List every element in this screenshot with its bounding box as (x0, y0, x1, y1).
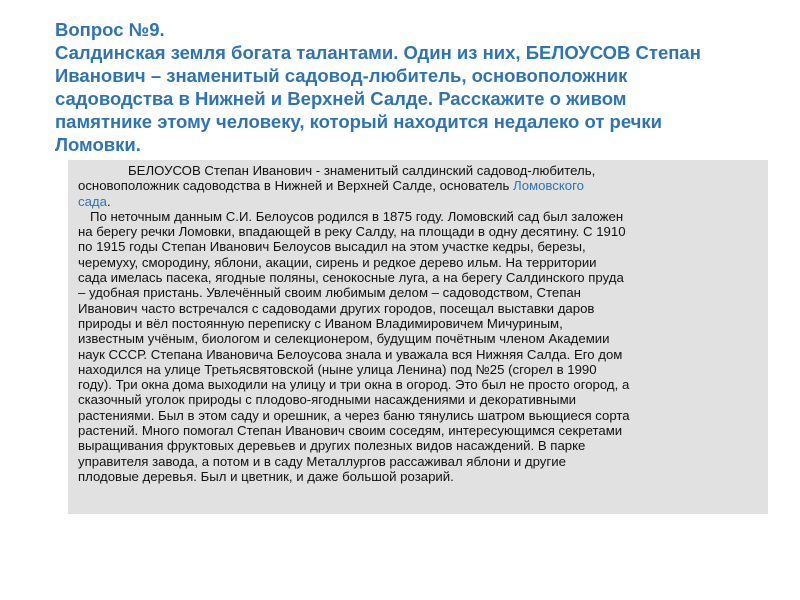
answer-line: растениями. Был в этом саду и орешник, а через баню тянулись шатром вьющиеся сорта (78, 407, 630, 423)
answer-line (78, 194, 778, 209)
answer-line: природы и вёл постоянную переписку с Иваном Владимировичем Мичуриным, (78, 315, 563, 331)
answer-line-text: БЕЛОУСОВ Степан Иванович - знаменитый салдинский садовод-любитель, (128, 163, 596, 178)
answer-line: на берегу речки Ломовки, впадающей в реку Салду, на площади в одну десятину. С 1910 (78, 224, 626, 240)
answer-line (78, 178, 778, 193)
garden-link: сада (78, 193, 107, 209)
answer-text (78, 163, 778, 484)
title-line: Вопрос №9. (55, 19, 165, 40)
answer-line: растений. Много помогал Степан Иванович своим соседям, интересующимся секретами (78, 423, 623, 439)
answer-line (78, 163, 778, 178)
question-title (55, 18, 775, 156)
answer-line: известным учёным, биологом и селекционером, будущим почётным членом Академии (78, 331, 610, 347)
answer-line-text: . (106, 193, 111, 209)
answer-line: по 1915 годы Степан Иванович Белоусов высадил на этом участке кедры, березы, (78, 239, 586, 255)
answer-line: сказочный уголок природы с плодово-ягодными насаждениями и декоративными (78, 392, 577, 408)
answer-line: – удобная пристань. Увлечённый своим любимым делом – садоводством, Степан (78, 285, 581, 301)
title-line: Иванович – знаменитый садовод-любитель, основоположник (55, 65, 628, 86)
title-line: садоводства в Нижней и Верхней Салде. Расскажите о живом (55, 88, 627, 109)
answer-line: находился на улице Третьясвятовской (ныне улица Ленина) под №25 (сгорел в 1990 (78, 361, 597, 377)
answer-line: управителя завода, а потом и в саду Металлургов рассаживал яблони и другие (78, 453, 566, 469)
answer-line: Иванович часто встречался с садоводами других городов, посещал выставки даров (78, 300, 595, 316)
answer-line-text: основоположник садоводства в Нижней и Верхней Салде, основатель (78, 178, 514, 194)
answer-line: году). Три окна дома выходили на улицу и три окна в огород. Это был не просто огород, а (78, 377, 630, 393)
title-line: Салдинская земля богата талантами. Один из них, БЕЛОУСОВ Степан (55, 42, 701, 63)
answer-line: черемуху, смородину, яблони, акации, сирень и редкое дерево ильм. На территории (78, 254, 597, 270)
answer-line: выращивания фруктовых деревьев и других полезных видов насаждений. В парке (78, 438, 586, 454)
answer-line: сада имелась пасека, ягодные поляны, сенокосные луга, а на берегу Салдинского пруда (78, 270, 624, 286)
title-line: памятнике этому человеку, который находится недалеко от речки (55, 111, 663, 132)
title-line: Ломовки. (55, 134, 141, 155)
lomovsky-garden-link: Ломовского (513, 178, 584, 194)
answer-line: По неточным данным С.И. Белоусов родился в 1875 году. Ломовский сад был заложен (90, 208, 624, 224)
answer-line: плодовые деревья. Был и цветник, и даже большой розарий. (78, 468, 454, 484)
answer-line: наук СССР. Степана Ивановича Белоусова знала и уважала вся Нижняя Салда. Его дом (78, 346, 623, 362)
